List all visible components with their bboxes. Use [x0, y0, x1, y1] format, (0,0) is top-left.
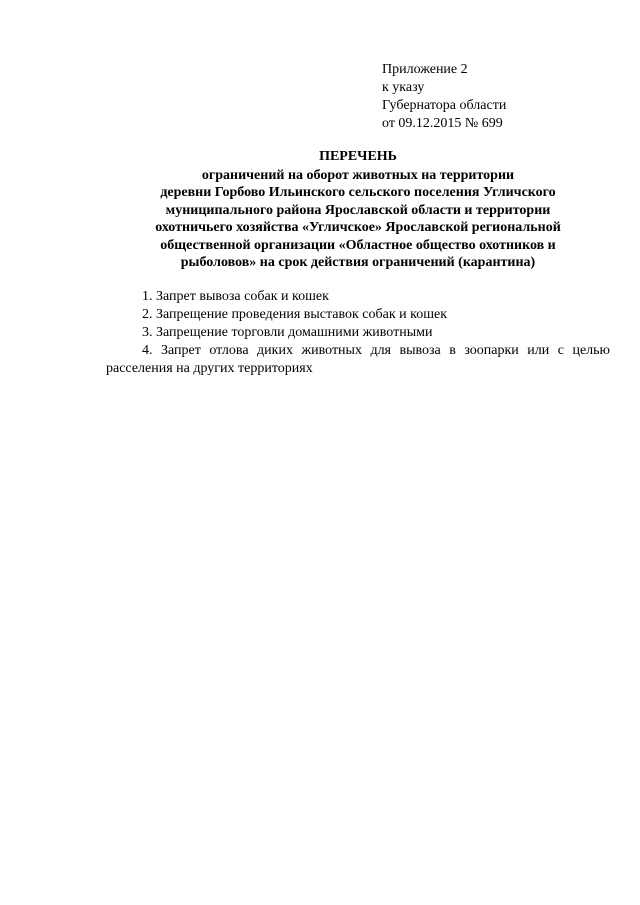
heading-line: общественной организации «Областное общество охотников и: [160, 237, 556, 253]
heading-line: охотничьего хозяйства «Угличское» Ярославской региональной: [155, 220, 561, 235]
list-item: 1. Запрет вывоза собак и кошек: [142, 289, 329, 304]
appendix-decree-ref: к указу: [382, 80, 425, 95]
heading-line: муниципального района Ярославской области и территории: [165, 202, 551, 218]
list-item: 2. Запрещение проведения выставок собак и кошек: [142, 307, 448, 322]
appendix-date-number: от 09.12.2015 № 699: [382, 116, 503, 131]
document-heading: [100, 148, 616, 272]
list-item: 3. Запрещение торговли домашними животными: [142, 325, 433, 340]
heading-line: деревни Горбово Ильинского сельского поселения Угличского: [160, 185, 556, 200]
list-item: 4. Запрет отлова диких животных для вывоза в зоопарки или с целью расселения на других территориях: [106, 343, 610, 376]
appendix-note: [382, 61, 582, 133]
heading-line: рыболовов» на срок действия ограничений (карантина): [180, 255, 536, 270]
document-title: ПЕРЕЧЕНЬ: [319, 149, 397, 164]
heading-line: ограничений на оборот животных на территории: [201, 167, 515, 183]
appendix-issuer: Губернатора области: [382, 98, 507, 113]
restrictions-list: [106, 288, 610, 378]
appendix-number: Приложение 2: [382, 62, 468, 77]
